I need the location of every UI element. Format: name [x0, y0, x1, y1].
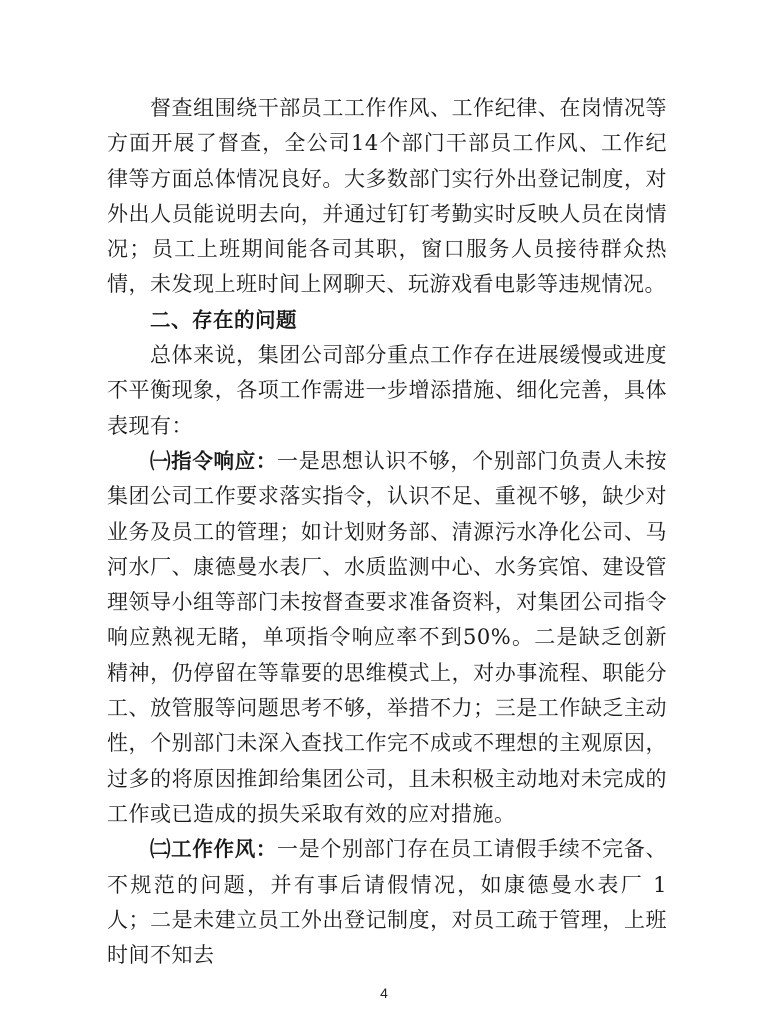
paragraph-problems-overview: 总体来说，集团公司部分重点工作存在进展缓慢或进度不平衡现象，各项工作需进一步增添措施、细化完善，具体表现有：: [107, 343, 667, 438]
paragraph-inspection-summary: 督查组围绕干部员工工作作风、工作纪律、在岗情况等方面开展了督查，全公司14个部门干部员工作风、工作纪律等方面总体情况良好。大多数部门实行外出登记制度，对外出人员能说明去向，并通过钉钉考勤实时反映人员在岗情况；员工上班期间能各司其职，窗口服务人员接待群众热情，未发现上班时间上网聊天、玩游戏看电影等违规情况。: [107, 96, 667, 297]
subsection-text-work-style: 一是个别部门存在员工请假手续不完备、不规范的问题，并有事后请假情况，如康德曼水表厂 1 人；二是未建立员工外出登记制度，对员工疏于管理，上班时间不知去: [107, 837, 668, 968]
subsection-text-instruction-response: 一是思想认识不够，个别部门负责人未按集团公司工作要求落实指令，认识不足、重视不够，缺少对业务及员工的管理；如计划财务部、清源污水净化公司、马河水厂、康德曼水表厂、水质监测中心、水务宾馆、建设管理领导小组等部门未按督查要求准备资料，对集团公司指令响应熟视无睹，单项指令响应率不到50%。二是缺乏创新精神，仍停留在等靠要的思维模式上，对办事流程、职能分工、放管服等问题思考不够，举措不力；三是工作缺乏主动性，个别部门未深入查找工作完不成或不理想的主观原因，过多的将原因推卸给集团公司，且未积极主动地对未完成的工作或已造成的损失采取有效的应对措施。: [107, 448, 668, 826]
document-body: [107, 91, 667, 973]
paragraph-work-style: [107, 832, 667, 973]
subsection-label-work-style: ㈡工作作风：: [150, 837, 278, 862]
paragraph-instruction-response: [107, 444, 667, 832]
subsection-label-instruction-response: ㈠指令响应：: [150, 448, 278, 473]
section-heading-problems: 二、存在的问题: [150, 307, 297, 332]
page-number: 4: [380, 985, 388, 1001]
